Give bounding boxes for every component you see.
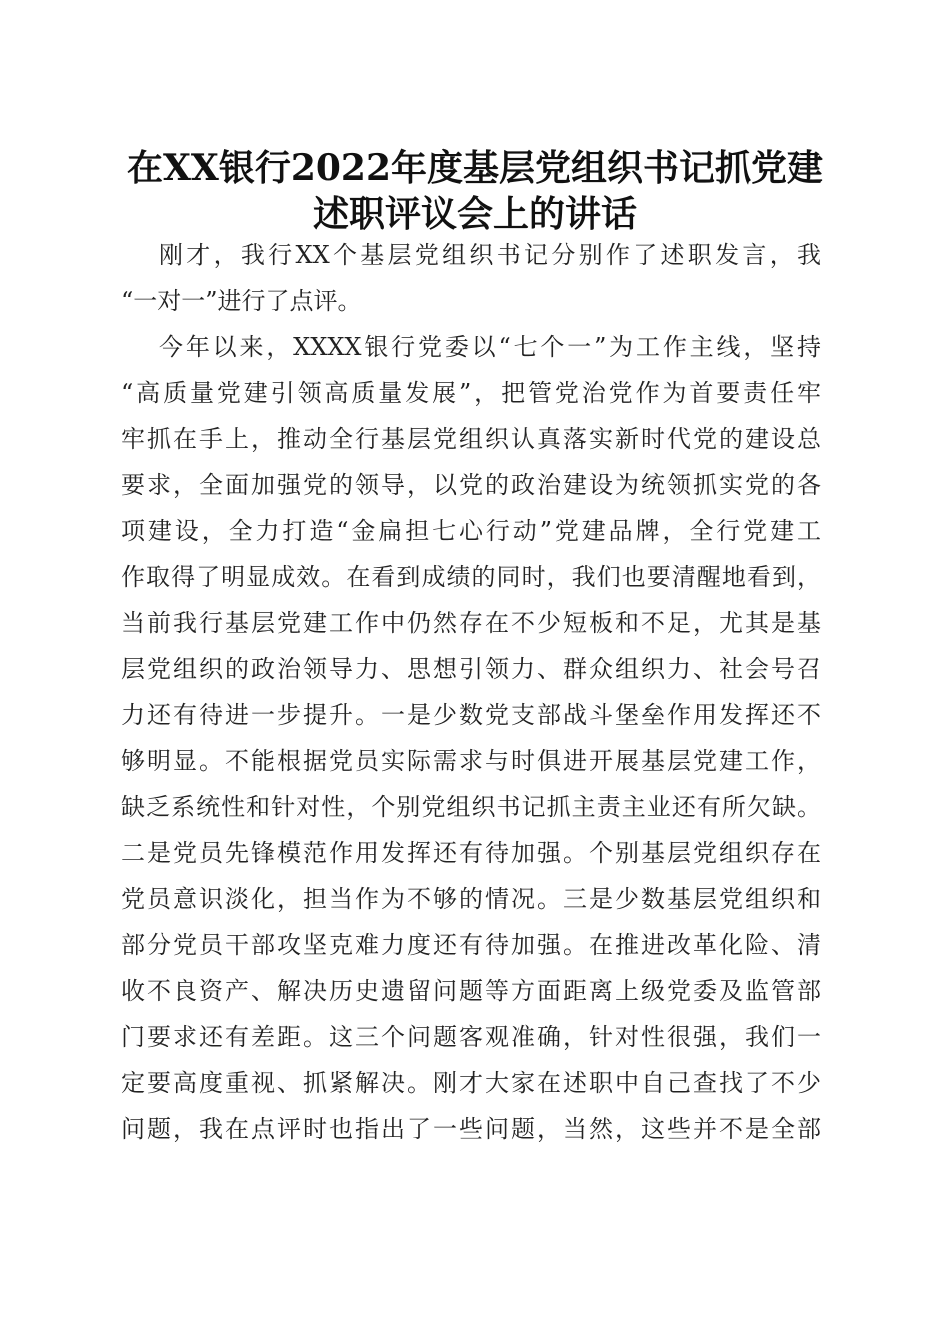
body-line: 党员意识淡化，担当作为不够的情况。三是少数基层党组织和: [121, 885, 821, 913]
body-line: “一对一”进行了点评。: [121, 287, 362, 315]
body-line: “高质量党建引领高质量发展”，把管党治党作为首要责任牢: [121, 379, 821, 407]
body-line: 要求，全面加强党的领导，以党的政治建设为统领抓实党的各: [121, 471, 821, 499]
body-line: 定要高度重视、抓紧解决。刚才大家在述职中自己查找了不少: [121, 1069, 821, 1097]
body-line: 力还有待进一步提升。一是少数党支部战斗堡垒作用发挥还不: [121, 701, 821, 729]
body-line: 项建设，全力打造“金扁担七心行动”党建品牌，全行党建工: [121, 517, 821, 545]
body-line: 刚才，我行XX个基层党组织书记分别作了述职发言，我: [159, 241, 821, 269]
body-line: 问题，我在点评时也指出了一些问题，当然，这些并不是全部: [121, 1115, 821, 1143]
body-line: 收不良资产、解决历史遗留问题等方面距离上级党委及监管部: [121, 977, 821, 1005]
document-title-line-1: 在XX银行2022年度基层党组织书记抓党建: [126, 147, 824, 189]
document-title-line-2: 述职评议会上的讲话: [312, 193, 637, 235]
body-line: 牢抓在手上，推动全行基层党组织认真落实新时代党的建设总: [121, 425, 821, 453]
body-line: 二是党员先锋模范作用发挥还有待加强。个别基层党组织存在: [121, 839, 821, 867]
body-line: 层党组织的政治领导力、思想引领力、群众组织力、社会号召: [121, 655, 821, 683]
body-line: 当前我行基层党建工作中仍然存在不少短板和不足，尤其是基: [121, 609, 821, 637]
body-line: 部分党员干部攻坚克难力度还有待加强。在推进改革化险、清: [121, 931, 821, 959]
body-line: 门要求还有差距。这三个问题客观准确，针对性很强，我们一: [121, 1023, 821, 1051]
body-line: 够明显。不能根据党员实际需求与时俱进开展基层党建工作，: [121, 747, 821, 775]
body-line: 今年以来，XXXX银行党委以“七个一”为工作主线，坚持: [159, 333, 821, 361]
body-line: 作取得了明显成效。在看到成绩的同时，我们也要清醒地看到，: [121, 563, 821, 591]
body-line: 缺乏系统性和针对性，个别党组织书记抓主责主业还有所欠缺。: [121, 793, 821, 821]
